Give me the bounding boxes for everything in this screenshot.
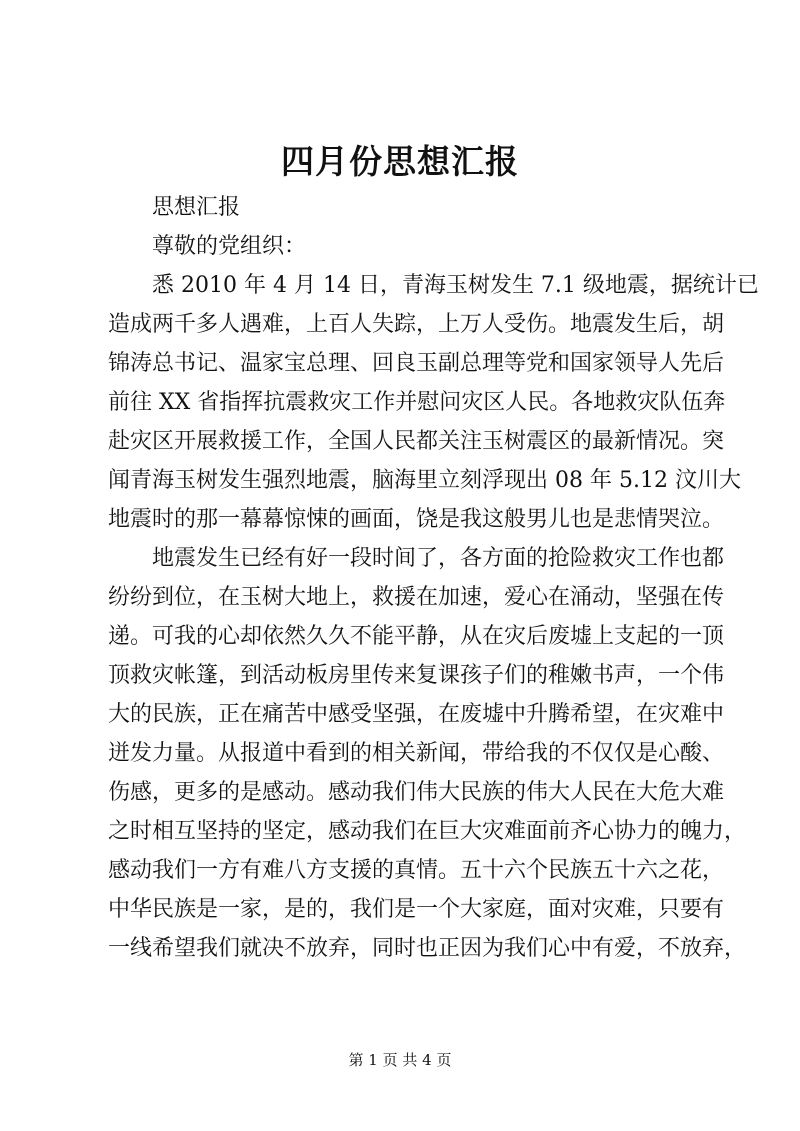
text-line: 伤感，更多的是感动。感动我们伟大民族的伟大人民在大危大难: [108, 780, 725, 805]
text-line: 纷纷到位，在玉树大地上，救援在加速，爱心在涌动，坚强在传: [108, 585, 725, 610]
text-line: 顶救灾帐篷，到活动板房里传来复课孩子们的稚嫩书声，一个伟: [108, 663, 725, 688]
text-line: 思想汇报: [152, 195, 241, 220]
text-line: 尊敬的党组织：: [152, 234, 307, 259]
text-line: 递。可我的心却依然久久不能平静，从在灾后废墟上支起的一顶: [108, 624, 725, 649]
document-body: [108, 188, 759, 968]
text-line: 中华民族是一家，是的，我们是一个大家庭，面对灾难，只要有: [108, 897, 725, 922]
text-line: 大的民族，正在痛苦中感受坚强，在废墟中升腾希望，在灾难中: [108, 702, 725, 727]
document-title: 四月份思想汇报: [281, 142, 519, 181]
text-line: 迸发力量。从报道中看到的相关新闻，带给我的不仅仅是心酸、: [108, 741, 725, 766]
text-line: 地震时的那一幕幕惊悚的画面，饶是我这般男儿也是悲情哭泣。: [108, 507, 725, 532]
text-line: 赴灾区开展救援工作，全国人民都关注玉树震区的最新情况。突: [108, 429, 725, 454]
text-line: 之时相互坚持的坚定，感动我们在巨大灾难面前齐心协力的魄力，: [108, 819, 747, 844]
text-line: 造成两千多人遇难，上百人失踪，上万人受伤。地震发生后，胡: [108, 312, 725, 337]
page-footer: 第 1 页 共 4 页: [348, 1051, 452, 1069]
text-line: 一线希望我们就决不放弃，同时也正因为我们心中有爱，不放弃，: [108, 936, 747, 961]
text-line: 闻青海玉树发生强烈地震，脑海里立刻浮现出 08 年 5.12 汶川大: [108, 468, 741, 493]
text-line: 悉 2010 年 4 月 14 日，青海玉树发生 7.1 级地震，据统计已: [152, 273, 759, 298]
text-line: 锦涛总书记、温家宝总理、回良玉副总理等党和国家领导人先后: [108, 351, 725, 376]
text-line: 感动我们一方有难八方支援的真情。五十六个民族五十六之花，: [108, 858, 725, 883]
text-line: 前往 XX 省指挥抗震救灾工作并慰问灾区人民。各地救灾队伍奔: [108, 390, 726, 415]
text-line: 地震发生已经有好一段时间了，各方面的抢险救灾工作也都: [152, 546, 725, 571]
